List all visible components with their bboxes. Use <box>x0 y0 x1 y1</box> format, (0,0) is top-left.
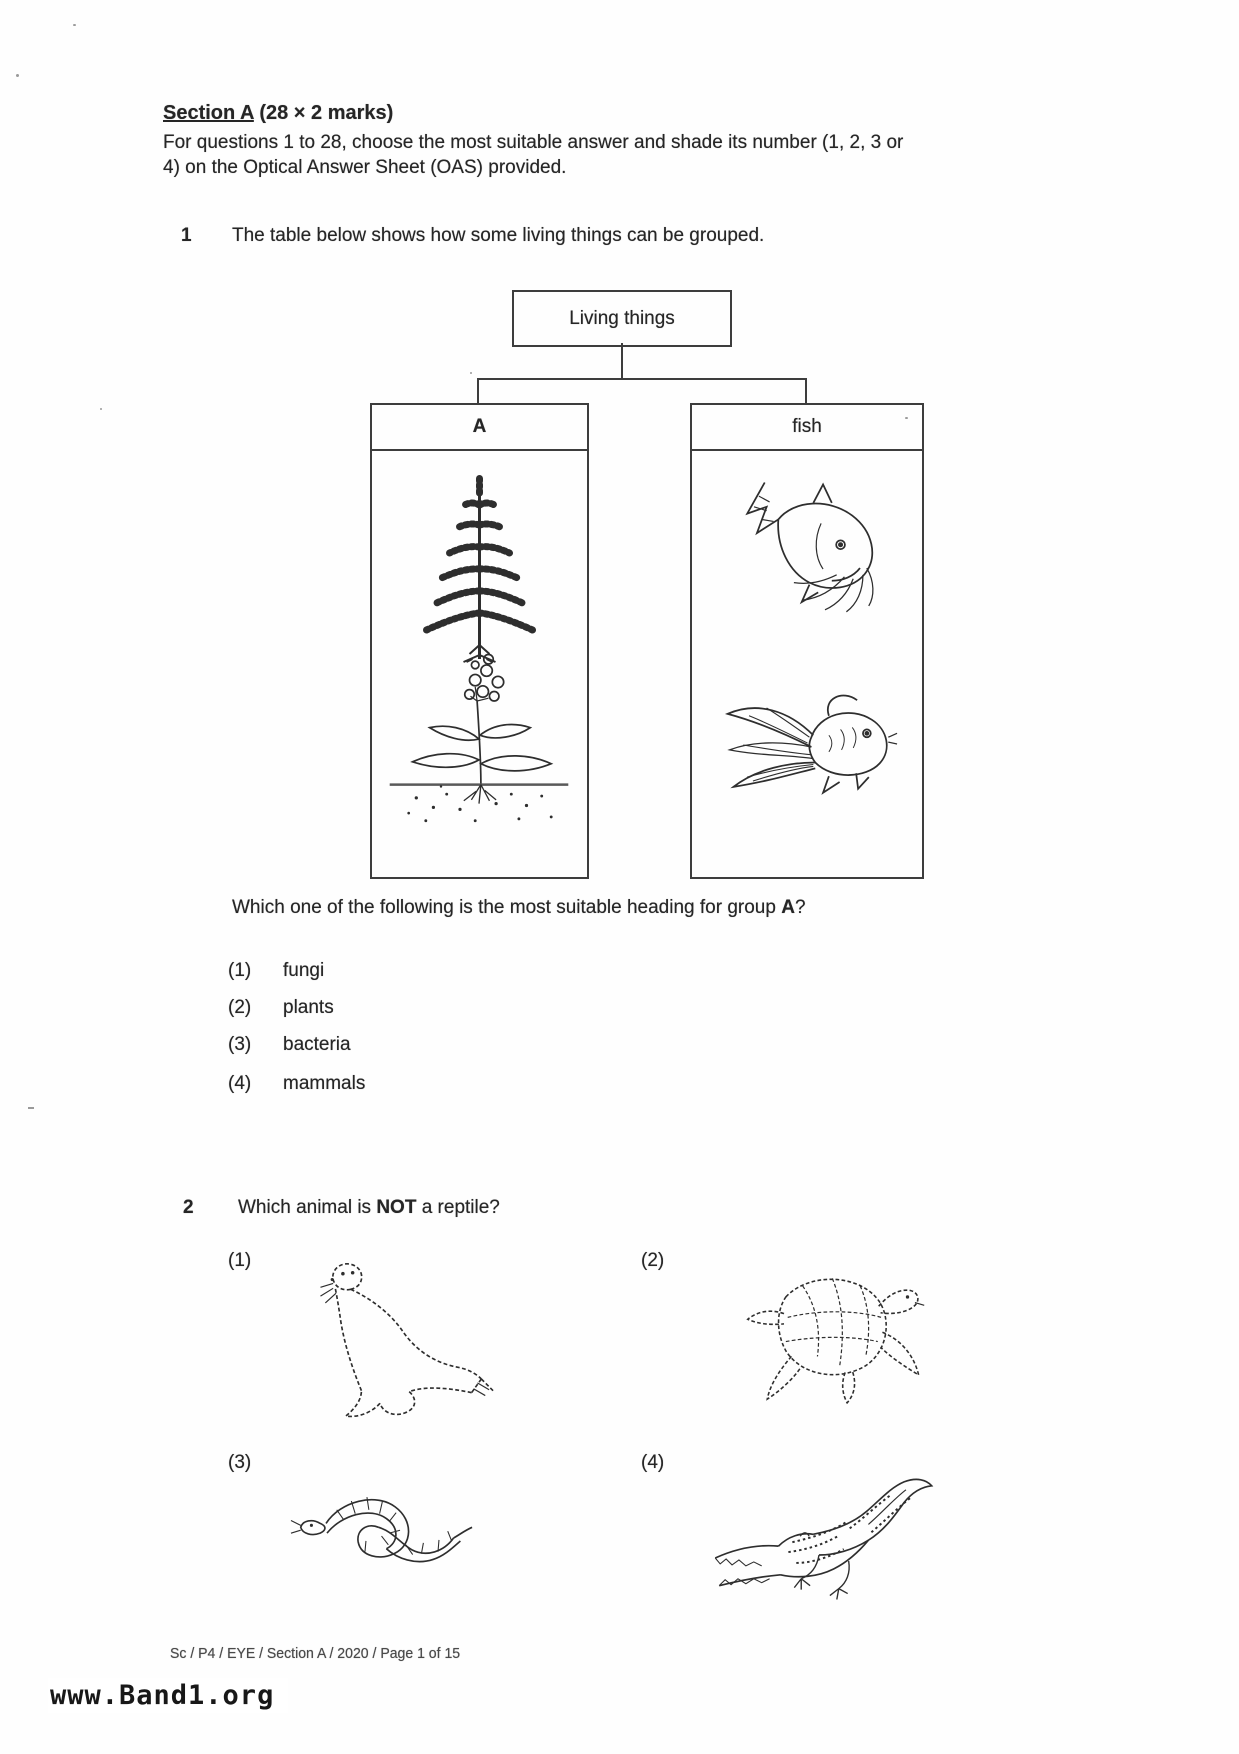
section-heading-marks: (28 × 2 marks) <box>253 102 394 124</box>
flowering-plant-image <box>384 637 574 842</box>
q2-option-3-number: (3) <box>228 1452 252 1473</box>
section-instructions <box>163 130 1083 180</box>
instructions-line2: 4) on the Optical Answer Sheet (OAS) provided. <box>163 157 567 178</box>
q1-option-4-number: (4) <box>228 1073 252 1094</box>
sea-lion-image <box>300 1252 495 1427</box>
scan-speck <box>28 1107 34 1109</box>
diagram-connector-vertical <box>621 343 623 378</box>
q1-option-1-label: fungi <box>283 960 325 981</box>
diagram-root-box <box>512 290 732 347</box>
group-a-label: A <box>372 405 587 451</box>
crocodile-image <box>700 1473 940 1641</box>
q1-text: The table below shows how some living things can be grouped. <box>232 225 765 246</box>
scan-speck <box>100 408 102 410</box>
q2-text-bold: NOT <box>376 1197 417 1218</box>
q2-option-4-number: (4) <box>641 1452 665 1473</box>
diagram-connector-left-stub <box>477 378 479 403</box>
q1-option-3-number: (3) <box>228 1034 252 1055</box>
scan-speck <box>73 24 76 26</box>
diagram-root-label: Living things <box>569 307 675 329</box>
q2-number: 2 <box>183 1197 194 1218</box>
q1-prompt-prefix: Which one of the following is the most suitable heading for group <box>232 897 782 918</box>
watermark-url: www.Band1.org <box>48 1678 288 1713</box>
q2-option-1-number: (1) <box>228 1250 252 1271</box>
q1-option-2-label: plants <box>283 997 334 1018</box>
diagram-connector-right-stub <box>805 378 807 403</box>
q1-option-2-number: (2) <box>228 997 252 1018</box>
q2-text-suffix: a reptile? <box>416 1197 500 1218</box>
sea-turtle-image <box>732 1243 927 1415</box>
page-footer: Sc / P4 / EYE / Section A / 2020 / Page 1 of 15 <box>170 1646 461 1662</box>
q2-text <box>238 1197 500 1219</box>
section-heading <box>163 102 393 125</box>
section-heading-underlined: Section A <box>163 102 254 124</box>
scan-speck <box>16 74 19 77</box>
q2-text-prefix: Which animal is <box>238 1197 377 1218</box>
group-fish-box <box>690 403 924 879</box>
q1-option-4-label: mammals <box>283 1073 366 1094</box>
q1-prompt <box>232 897 992 919</box>
q1-option-1-number: (1) <box>228 960 252 981</box>
group-a-box <box>370 403 589 879</box>
fern-plant-image <box>402 463 557 663</box>
diagram-connector-horizontal <box>477 378 807 380</box>
q1-number: 1 <box>181 225 192 246</box>
catfish-image <box>720 460 895 645</box>
scan-speck <box>470 372 472 374</box>
q1-prompt-suffix: ? <box>794 897 806 918</box>
q2-option-2-number: (2) <box>641 1250 665 1271</box>
q1-option-3-label: bacteria <box>283 1034 351 1055</box>
q1-prompt-bold: A <box>781 897 795 918</box>
snake-image <box>290 1480 475 1598</box>
goldfish-image <box>714 660 899 830</box>
instructions-line1: For questions 1 to 28, choose the most suitable answer and shade its number (1, 2, 3 or <box>163 132 904 153</box>
group-fish-label: fish <box>692 405 922 451</box>
